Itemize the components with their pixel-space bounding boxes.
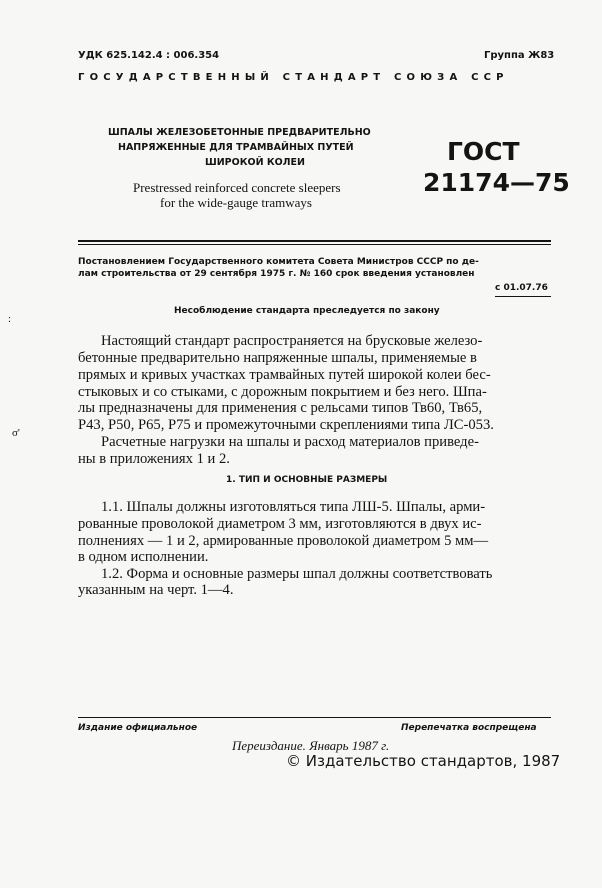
group-code: Группа Ж83 (484, 50, 555, 61)
date-underline (495, 296, 551, 297)
section-1-line: 1.1. Шпалы должны изготовляться типа ЛШ-5. Шпалы, арми- (101, 499, 486, 515)
publisher-copyright: © Издательство стандартов, 1987 (286, 752, 561, 770)
udk-code: УДК 625.142.4 : 006.354 (78, 50, 220, 61)
section-1-line: рованные проволокой диаметром 3 мм, изготовляются в двух ис- (78, 516, 482, 532)
section-1-line: указанным на черт. 1—4. (78, 582, 234, 598)
header-rule-thin (78, 244, 551, 245)
section-1-heading: 1. ТИП И ОСНОВНЫЕ РАЗМЕРЫ (226, 475, 388, 485)
title-ru-line1: ШПАЛЫ ЖЕЛЕЗОБЕТОННЫЕ ПРЕДВАРИТЕЛЬНО (108, 127, 371, 138)
intro-line: ны в приложениях 1 и 2. (78, 451, 230, 467)
decree-effective-date: с 01.07.76 (495, 283, 548, 293)
reprint-prohibited-label: Перепечатка воспрещена (401, 723, 537, 733)
intro-line: Расчетные нагрузки на шпалы и расход материалов приведе- (101, 434, 479, 450)
gost-label: ГОСТ (447, 137, 520, 166)
title-en-line1: Prestressed reinforced concrete sleepers (133, 180, 341, 195)
section-1-line: в одном исполнении. (78, 549, 209, 565)
gost-number: 21174—75 (423, 168, 570, 197)
header-rule-thick (78, 240, 551, 242)
state-standard-heading: ГОСУДАРСТВЕННЫЙ СТАНДАРТ СОЮЗА ССР (78, 72, 509, 83)
intro-line: прямых и кривых участках трамвайных путей широкой колеи бес- (78, 367, 491, 383)
margin-mark-1: : (8, 313, 12, 325)
intro-line: стыковых и со стыками, с дорожным покрытием и без него. Шпа- (78, 384, 487, 400)
intro-line: Р43, Р50, Р65, Р75 и промежуточными скреплениями типа ЛС-053. (78, 417, 494, 433)
noncompliance-notice: Несоблюдение стандарта преследуется по закону (174, 306, 440, 316)
intro-line: бетонные предварительно напряженные шпалы, применяемые в (78, 350, 477, 366)
decree-line2: лам строительства от 29 сентября 1975 г. № 160 срок введения установлен (78, 269, 475, 279)
margin-mark-2: σ' (12, 427, 20, 439)
title-ru-line3: ШИРОКОЙ КОЛЕИ (205, 157, 305, 168)
title-ru-line2: НАПРЯЖЕННЫЕ ДЛЯ ТРАМВАЙНЫХ ПУТЕЙ (118, 142, 354, 153)
official-edition-label: Издание официальное (78, 723, 198, 733)
reissue-note: Переиздание. Январь 1987 г. (232, 738, 390, 753)
footer-rule (78, 717, 551, 718)
intro-line: лы предназначены для применения с рельсами типов Тв60, Тв65, (78, 400, 483, 416)
title-en-line2: for the wide-gauge tramways (160, 195, 312, 210)
section-1-line: 1.2. Форма и основные размеры шпал должны соответствовать (101, 566, 493, 582)
decree-line1: Постановлением Государственного комитета Совета Министров СССР по де- (78, 257, 479, 267)
intro-line: Настоящий стандарт распространяется на брусковые железо- (101, 333, 483, 349)
section-1-line: полнениях — 1 и 2, армированные проволокой диаметром 5 мм— (78, 533, 489, 549)
